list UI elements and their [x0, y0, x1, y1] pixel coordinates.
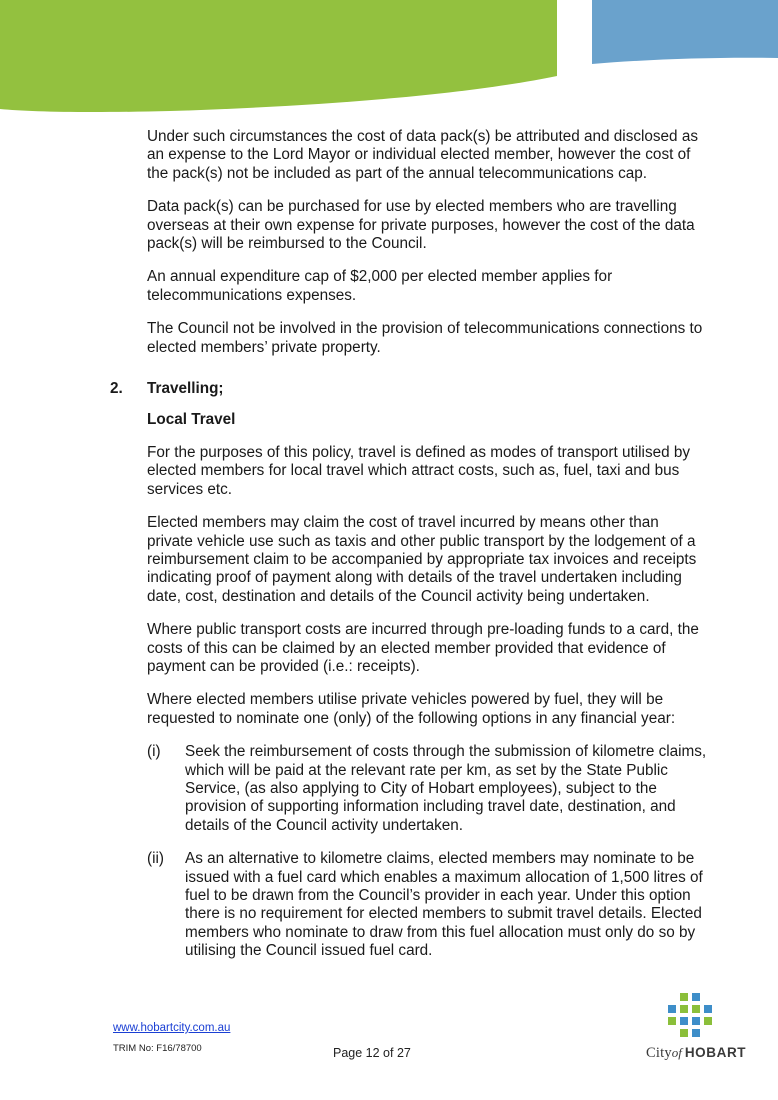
option-text: As an alternative to kilometre claims, elected members may nominate to be issued with a fuel card which enables a maximum allocation of 1,500 litres of fuel to be drawn from the Council’s provider in each year. Under this option there is no requirement for elected members to submit travel details. Elected members who nominate to draw from this fuel allocation must only do so by utilising the Council issued fuel card. [185, 850, 703, 960]
logo-square [680, 1029, 688, 1037]
logo-square [692, 1017, 700, 1025]
city-of-hobart-wordmark [646, 1045, 746, 1062]
intro-paragraph-4: The Council not be involved in the provision of telecommunications connections to elected members’ private property. [147, 320, 703, 356]
section-heading [110, 380, 707, 398]
subheading-local-travel: Local Travel [147, 411, 236, 429]
header-banner [0, 0, 778, 115]
travel-paragraph-3: Where public transport costs are incurred through pre-loading funds to a card, the costs of this can be claimed by an elected member provided that evidence of payment can be provided (i.e.: receipts). [147, 621, 699, 675]
page-number: Page 12 of 27 [333, 1046, 411, 1060]
logo-square [704, 1005, 712, 1013]
intro-paragraph-1: Under such circumstances the cost of data pack(s) be attributed and disclosed as an expense to the Lord Mayor or individual elected member, however the cost of the pack(s) not be included as part of the annual telecommunications cap. [147, 128, 698, 182]
website-link[interactable]: www.hobartcity.com.au [113, 1022, 231, 1034]
logo-square [680, 1005, 688, 1013]
banner-graphic [0, 0, 778, 115]
logo-square [680, 993, 688, 1001]
intro-paragraph-3: An annual expenditure cap of $2,000 per elected member applies for telecommunications expenses. [147, 268, 613, 304]
option-item-1 [147, 743, 707, 835]
intro-paragraph-2: Data pack(s) can be purchased for use by elected members who are travelling overseas at their own expense for private purposes, however the cost of the data pack(s) will be reimbursed to the Council. [147, 198, 695, 253]
logo-square [692, 1029, 700, 1037]
travel-paragraph-2: Elected members may claim the cost of travel incurred by means other than private vehicle use such as taxis and other public transport by the lodgement of a reimbursement claim to be accompanied by appropriate tax invoices and receipts indicating proof of payment along with details of the travel undertaken including date, cost, destination and details of the Council activity being undertaken. [147, 514, 697, 605]
logo-square [704, 1017, 712, 1025]
option-marker: (ii) [147, 850, 164, 868]
logo-square [692, 1005, 700, 1013]
option-text: Seek the reimbursement of costs through the submission of kilometre claims, which will be paid at the relevant rate per km, as set by the State Public Service, (as also applying to City of Hobart employees), subject to the provision of supporting information including travel date, destination, and details of the Council activity undertaken. [185, 743, 707, 834]
wordmark-of: of [671, 1045, 682, 1060]
wordmark-hobart: HOBART [684, 1045, 747, 1060]
logo-square [668, 1017, 676, 1025]
wordmark-city: City [646, 1045, 672, 1061]
logo-square [692, 993, 700, 1001]
trim-number: TRIM No: F16/78700 [113, 1043, 202, 1054]
logo-square [680, 1017, 688, 1025]
city-of-hobart-logo-icon [668, 993, 716, 1041]
option-item-2 [147, 850, 707, 960]
option-marker: (i) [147, 743, 161, 761]
section-number: 2. [110, 380, 123, 398]
document-body [110, 128, 707, 976]
logo-square [668, 1005, 676, 1013]
banner-blue-block [592, 0, 778, 64]
travel-paragraph-1: For the purposes of this policy, travel is defined as modes of transport utilised by elected members for local travel which attract costs, such as, fuel, taxi and bus services etc. [147, 443, 691, 498]
banner-green-wave [0, 0, 557, 112]
section-title: Travelling; [147, 380, 224, 398]
travel-paragraph-4: Where elected members utilise private vehicles powered by fuel, they will be requested to nominate one (only) of the following options in any financial year: [147, 691, 676, 727]
